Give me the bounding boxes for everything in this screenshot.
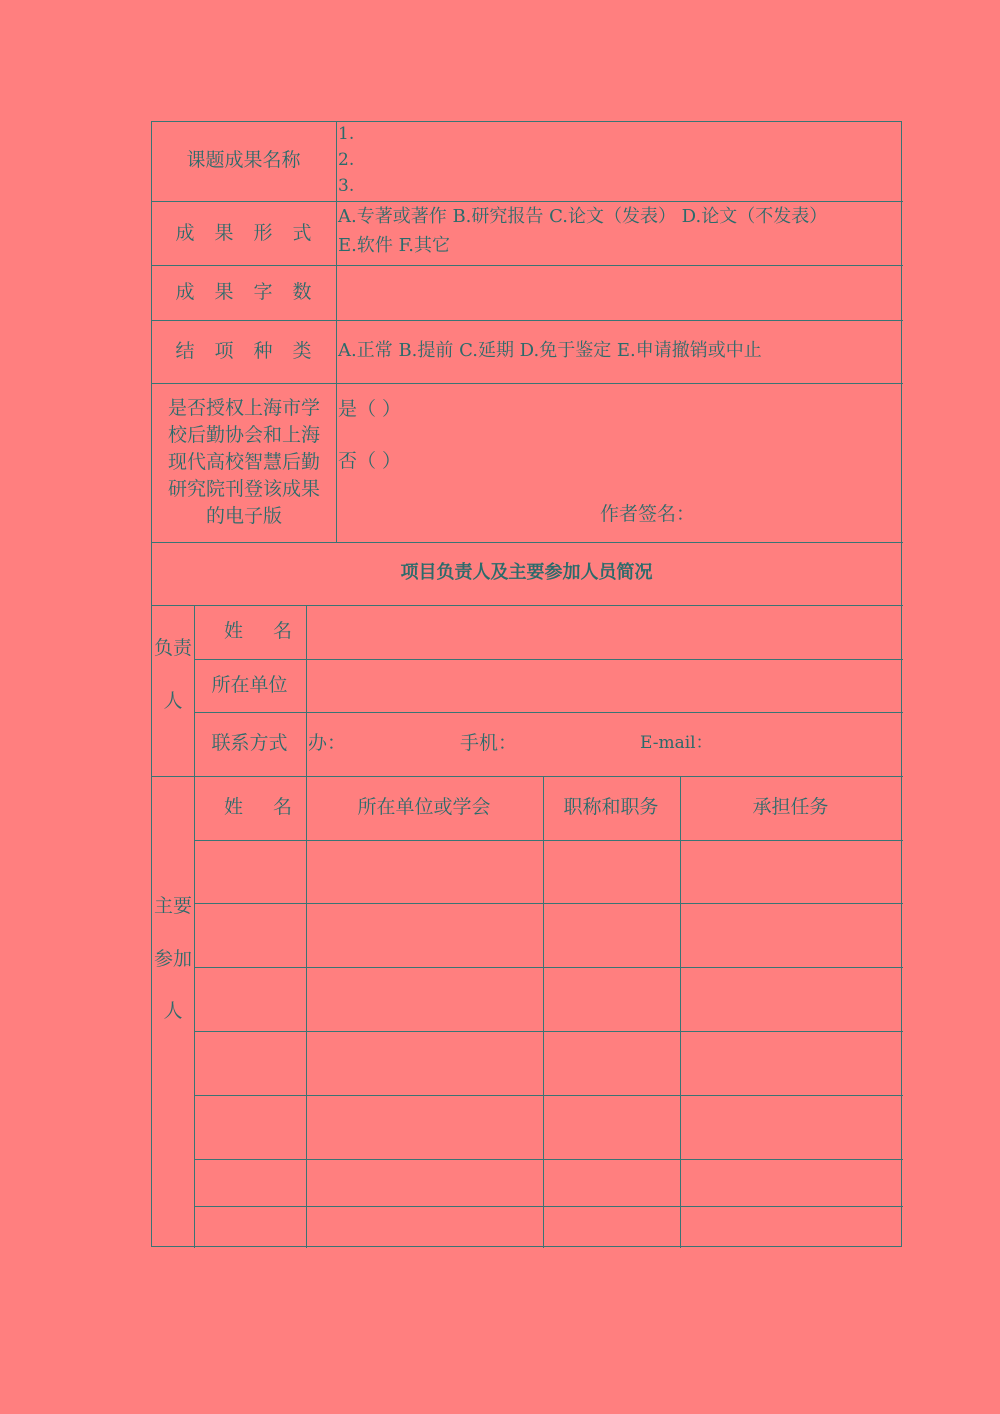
- word-count-label: 成果字数: [175, 281, 332, 303]
- participants-header-title: 职称和职务: [563, 796, 659, 818]
- authorization-no[interactable]: 否（ ）: [338, 450, 402, 472]
- participants-header-unit: 所在单位或学会: [357, 796, 491, 818]
- results-name-line-1[interactable]: 1.: [338, 124, 355, 144]
- authorization-yes[interactable]: 是（ ）: [338, 398, 402, 420]
- results-form-label: 成果形式: [175, 222, 332, 244]
- leader-name-field[interactable]: [306, 605, 901, 657]
- results-name-line-2[interactable]: 2.: [338, 150, 355, 170]
- completion-type-label: 结项种类: [175, 340, 332, 362]
- leader-office-phone[interactable]: 办：: [308, 732, 347, 754]
- section-title: 项目负责人及主要参加人员简况: [400, 562, 653, 583]
- completion-type-options[interactable]: A.正常 B.提前 C.延期 D.免于鉴定 E.申请撤销或中止: [338, 340, 762, 361]
- participants-header-name: 姓名: [224, 796, 323, 818]
- leader-unit-label: 所在单位: [211, 674, 288, 696]
- leader-contact-label: 联系方式: [211, 732, 288, 754]
- results-form-options-line1[interactable]: A.专著或著作 B.研究报告 C.论文（发表） D.论文（不发表）: [338, 206, 828, 227]
- author-signature[interactable]: 作者签名：: [600, 503, 696, 525]
- leader-unit-field[interactable]: [306, 659, 901, 711]
- results-name-label: 课题成果名称: [186, 149, 301, 171]
- results-form-options-line2[interactable]: E.软件 F.其它: [338, 235, 450, 256]
- leader-mobile[interactable]: 手机：: [460, 732, 518, 754]
- authorization-label: 是否授权上海市学校后勤协会和上海现代高校智慧后勤研究院刊登该成果的电子版: [167, 397, 320, 527]
- leader-email[interactable]: E-mail：: [640, 733, 713, 753]
- results-name-line-3[interactable]: 3.: [338, 176, 355, 196]
- leader-name-label: 姓名: [224, 620, 323, 642]
- leader-label: 负责人: [153, 637, 192, 712]
- participants-label: 主要参加人: [153, 895, 192, 1022]
- word-count-field[interactable]: [336, 265, 901, 319]
- participants-header-task: 承担任务: [752, 796, 829, 818]
